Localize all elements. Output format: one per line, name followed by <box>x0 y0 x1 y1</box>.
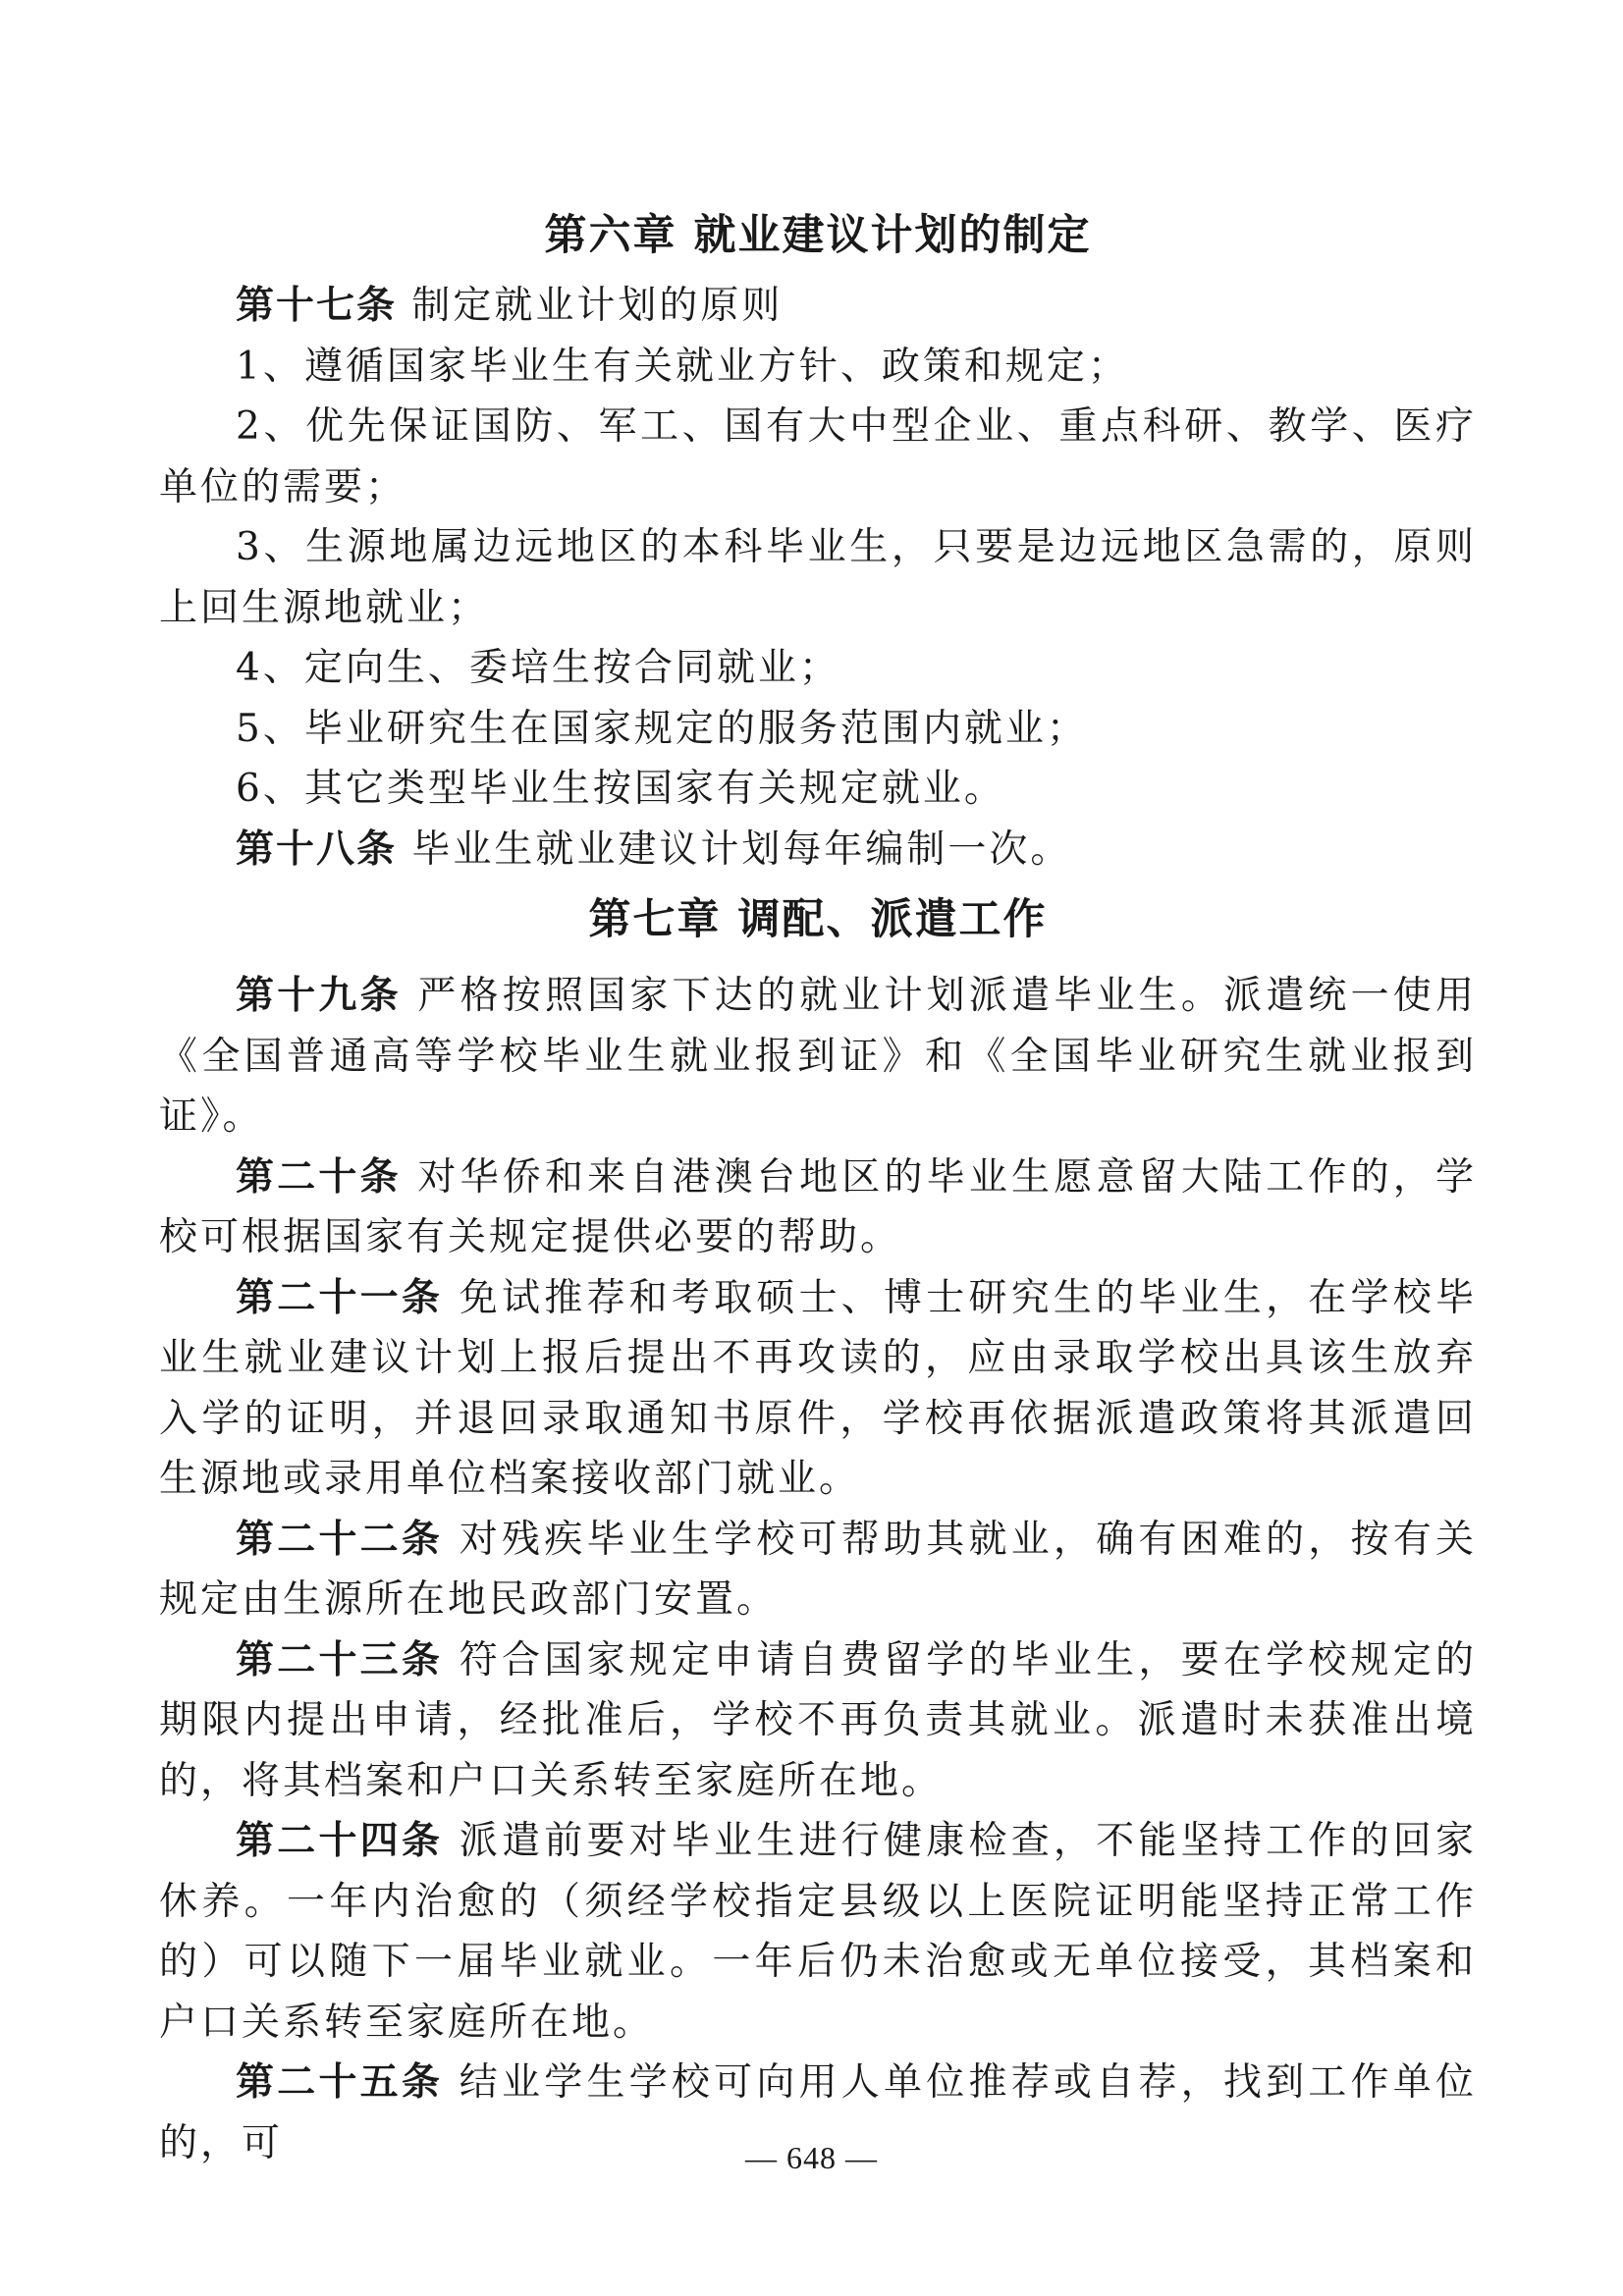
article-21-label: 第二十一条 <box>236 1275 444 1320</box>
article-18 <box>159 820 1477 881</box>
principle-item-3: 3、生源地属边远地区的本科毕业生，只要是边远地区急需的，原则上回生源地就业； <box>159 525 1477 630</box>
principle-item-6: 6、其它类型毕业生按国家有关规定就业。 <box>236 767 1005 811</box>
article-25-label: 第二十五条 <box>236 2060 444 2105</box>
article-20-label: 第二十条 <box>236 1154 402 1200</box>
article-22 <box>159 1510 1477 1630</box>
article-23-text: 符合国家规定申请自费留学的毕业生，要在学校规定的期限内提出申请，经批准后，学校不再负责其就业。派遣时未获准出境的，将其档案和户口关系转至家庭所在地。 <box>159 1637 1477 1803</box>
chapter-6-title: 第六章 就业建议计划的制定 <box>544 211 1092 260</box>
chapter-7-title: 第七章 调配、派遣工作 <box>588 895 1048 944</box>
article-17 <box>159 276 1477 337</box>
article-18-label: 第十八条 <box>236 827 398 872</box>
principle-item-5: 5、毕业研究生在国家规定的服务范围内就业； <box>236 706 1088 751</box>
article-17-label: 第十七条 <box>236 284 398 328</box>
article-24-label: 第二十四条 <box>236 1819 444 1863</box>
article-23 <box>159 1630 1477 1812</box>
article-25-text: 结业学生学校可向用人单位推荐或自荐，找到工作单位的，可 <box>159 2060 1477 2165</box>
article-21-text: 免试推荐和考取硕士、博士研究生的毕业生，在学校毕业生就业建议计划上报后提出不再攻读的，应由录取学校出具该生放弃入学的证明，并退回录取通知书原件，学校再依据派遣政策将其派遣回生源地或录用单位档案接收部门就业。 <box>159 1275 1477 1501</box>
article-24-text: 派遣前要对毕业生进行健康检查，不能坚持工作的回家休养。一年内治愈的（须经学校指定县级以上医院证明能坚持正常工作的）可以随下一届毕业就业。一年后仍未治愈或无单位接受，其档案和户口关系转至家庭所在地。 <box>159 1819 1477 2045</box>
article-19-label: 第十九条 <box>236 974 402 1018</box>
principle-item-4: 4、定向生、委培生按合同就业； <box>236 646 840 690</box>
document-body <box>159 201 1477 2173</box>
article-24 <box>159 1811 1477 2053</box>
principle-item-2: 2、优先保证国防、军工、国有大中型企业、重点科研、教学、医疗单位的需要； <box>159 404 1477 509</box>
article-18-text: 毕业生就业建议计划每年编制一次。 <box>411 827 1072 872</box>
page-number: — 648 — <box>745 2140 878 2175</box>
article-22-text: 对残疾毕业生学校可帮助其就业，确有困难的，按有关规定由生源所在地民政部门安置。 <box>159 1517 1477 1622</box>
article-23-label: 第二十三条 <box>236 1637 444 1682</box>
article-21 <box>159 1268 1477 1510</box>
article-20 <box>159 1148 1477 1268</box>
article-22-label: 第二十二条 <box>236 1517 444 1562</box>
article-19-text: 严格按照国家下达的就业计划派遣毕业生。派遣统一使用《全国普通高等学校毕业生就业报到证》和《全国毕业研究生就业报到证》。 <box>159 974 1477 1139</box>
article-19 <box>159 966 1477 1148</box>
principle-item-1: 1、遵循国家毕业生有关就业方针、政策和规定； <box>236 344 1129 389</box>
article-20-text: 对华侨和来自港澳台地区的毕业生愿意留大陆工作的，学校可根据国家有关规定提供必要的帮助。 <box>159 1154 1477 1259</box>
article-17-text: 制定就业计划的原则 <box>411 284 784 328</box>
